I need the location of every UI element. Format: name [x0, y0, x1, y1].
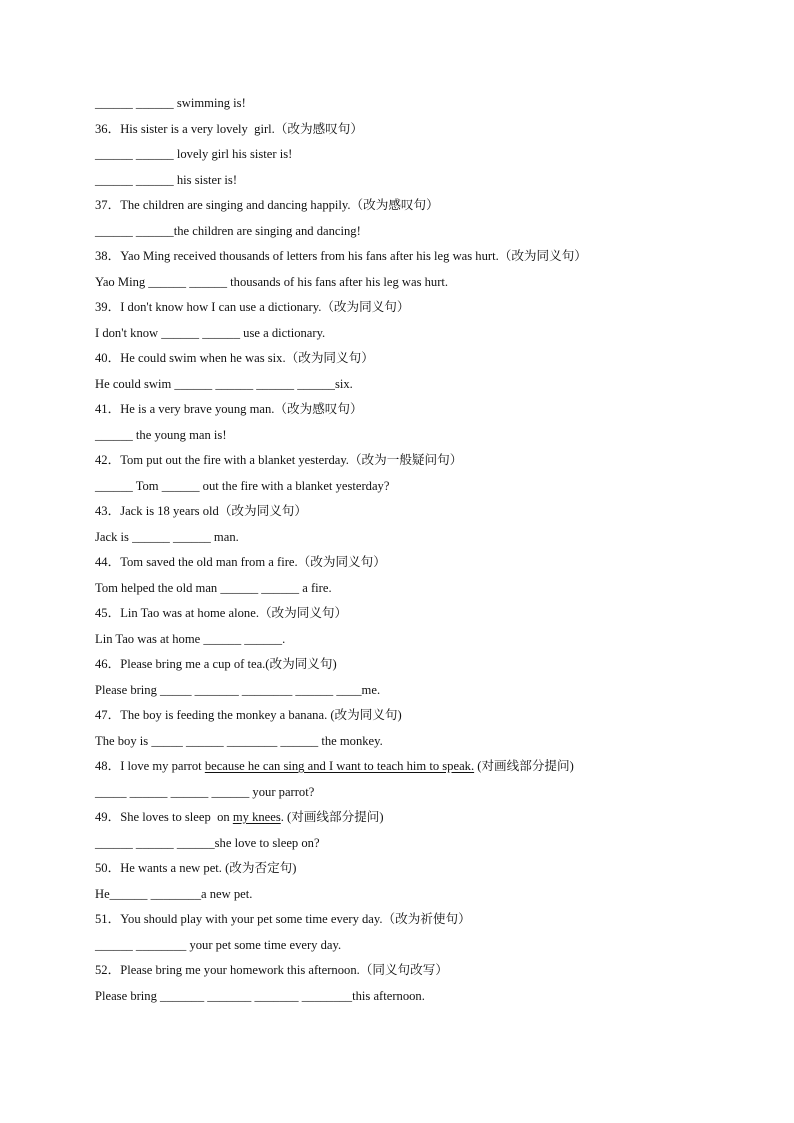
question-42: 42．Tom put out the fire with a blanket yesterday.（改为一般疑问句） — [95, 453, 463, 467]
question-49-prefix: 49．She loves to sleep on — [95, 810, 233, 824]
answer-line-44: Tom helped the old man ______ ______ a fire. — [95, 580, 332, 595]
question-47: 47．The boy is feeding the monkey a banana. (改为同义句) — [95, 708, 402, 722]
question-49 — [95, 805, 715, 831]
answer-line-35b: ______ ______ swimming is! — [95, 96, 246, 110]
question-46: 46．Please bring me a cup of tea.(改为同义句) — [95, 657, 337, 671]
answer-line-39: I don't know ______ ______ use a dictionary. — [95, 325, 326, 340]
question-41: 41．He is a very brave young man.（改为感叹句） — [95, 402, 363, 416]
answer-line-51: ______ ________ your pet some time every day. — [95, 937, 342, 952]
question-49-underlined: my knees — [232, 810, 281, 824]
answer-line-41: ______ the young man is! — [95, 427, 227, 442]
answer-line-42: ______ Tom ______ out the fire with a blanket yesterday? — [95, 478, 390, 493]
question-45: 45．Lin Tao was at home alone.（改为同义句） — [95, 606, 348, 620]
answer-line-50: He______ ________a new pet. — [95, 886, 253, 901]
question-48-underlined: because he can sing and I want to teach him to speak. — [204, 759, 475, 773]
question-39: 39．I don't know how I can use a dictionary.（改为同义句） — [95, 300, 410, 314]
question-48-suffix: (对画线部分提问) — [474, 759, 574, 773]
question-36: 36．His sister is a very lovely girl.（改为感叹句） — [95, 121, 363, 136]
question-48-prefix: 48．I love my parrot — [95, 759, 205, 773]
question-51: 51．You should play with your pet some time every day.（改为祈使句） — [95, 912, 471, 926]
answer-line-52: Please bring _______ _______ _______ ________this afternoon. — [95, 988, 425, 1003]
answer-line-48: _____ ______ ______ ______ your parrot? — [95, 784, 315, 799]
worksheet — [95, 91, 715, 1009]
answer-line-45: Lin Tao was at home ______ ______. — [95, 631, 286, 646]
question-52: 52．Please bring me your homework this afternoon.（同义句改写） — [95, 963, 448, 977]
question-50: 50．He wants a new pet. (改为否定句) — [95, 861, 297, 875]
answer-line-37: ______ ______the children are singing and dancing! — [95, 223, 361, 238]
question-38: 38．Yao Ming received thousands of letters from his fans after his leg was hurt.（改为同义句） — [95, 249, 587, 263]
answer-line-36a: ______ ______ lovely girl his sister is! — [95, 147, 293, 161]
answer-line-47: The boy is _____ ______ ________ ______ the monkey. — [95, 733, 383, 748]
question-48 — [95, 754, 715, 780]
question-49-suffix: . (对画线部分提问) — [280, 810, 384, 824]
answer-line-40: He could swim ______ ______ ______ ______six. — [95, 376, 353, 391]
question-44: 44．Tom saved the old man from a fire.（改为同义句） — [95, 555, 386, 569]
answer-line-49: ______ ______ ______she love to sleep on? — [95, 835, 320, 850]
answer-line-38: Yao Ming ______ ______ thousands of his fans after his leg was hurt. — [95, 274, 449, 289]
answer-line-43: Jack is ______ ______ man. — [95, 529, 239, 544]
answer-line-36b: ______ ______ his sister is! — [95, 172, 238, 187]
question-37: 37．The children are singing and dancing happily.（改为感叹句） — [95, 198, 439, 212]
question-43: 43．Jack is 18 years old（改为同义句） — [95, 504, 307, 518]
answer-line-46: Please bring _____ _______ ________ ______ ____me. — [95, 682, 381, 697]
question-40: 40．He could swim when he was six.（改为同义句） — [95, 351, 374, 365]
